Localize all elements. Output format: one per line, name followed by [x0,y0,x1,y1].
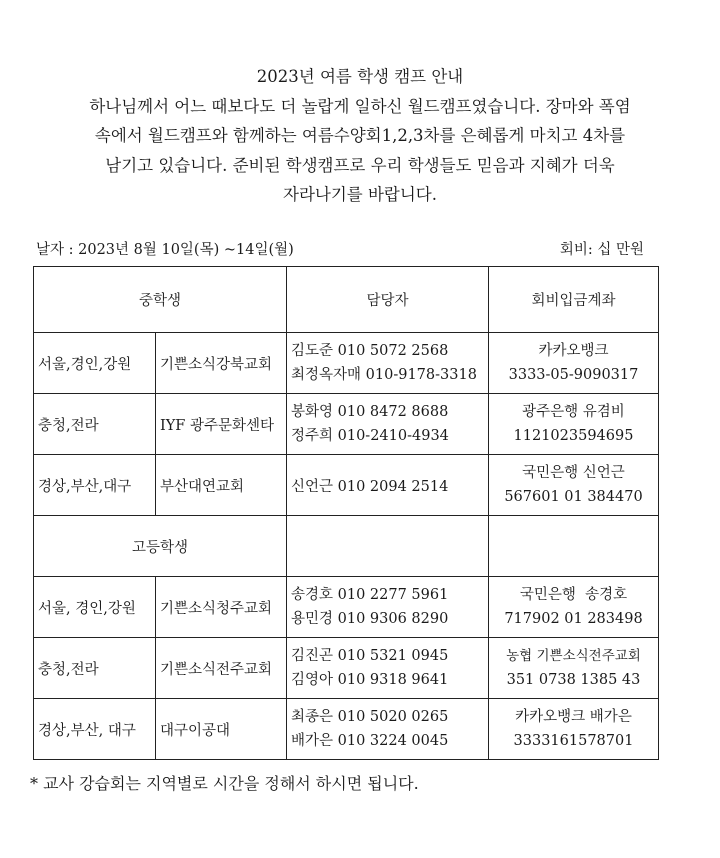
contact-cell [287,699,489,760]
account-bank: 국민은행 신언근 [522,465,625,481]
header-middle-school: 중학생 [34,267,287,333]
table-section-row [34,516,659,577]
account-number: 1121023594695 [513,428,634,444]
region-cell: 서울,경인,강원 [34,333,156,394]
church-cell: 부산대연교회 [156,455,287,516]
intro-line: 하나님께서 어느 때보다도 더 놀랍게 일하신 월드캠프였습니다. 장마와 폭염 [89,96,631,116]
region-cell: 경상,부산,대구 [34,455,156,516]
account-cell [489,394,659,455]
account-cell [489,455,659,516]
account-cell [489,638,659,699]
table-row [34,699,659,760]
header-account: 회비입금계좌 [489,267,659,333]
contact-line: 최정옥자매 010-9178-3318 [291,367,477,383]
empty-cell [287,516,489,577]
table-row [34,455,659,516]
contact-line: 신언근 010 2094 2514 [291,478,449,495]
region-cell: 경상,부산, 대구 [34,699,156,760]
table-row [34,577,659,638]
account-number: 3333161578701 [513,733,634,749]
contact-line: 용민경 010 9306 8290 [291,611,449,627]
contact-line: 최종은 010 5020 0265 [291,709,449,725]
account-number: 3333-05-9090317 [508,367,639,383]
header-contact: 담당자 [287,267,489,333]
contact-line: 봉화영 010 8472 8688 [291,404,449,420]
account-cell [489,699,659,760]
camp-table [33,266,659,760]
footnote: * 교사 강습회는 지역별로 시간을 정해서 하시면 됩니다. [30,774,419,793]
empty-cell [489,516,659,577]
account-bank: 카카오뱅크 [538,343,609,359]
table-row [34,394,659,455]
region-cell: 충청,전라 [34,638,156,699]
contact-line: 김진곤 010 5321 0945 [291,648,449,664]
account-bank: 카카오뱅크 배가은 [515,709,632,725]
account-bank: 농협 기쁜소식전주교회 [506,648,641,664]
account-number: 567601 01 384470 [504,489,643,505]
account-cell [489,577,659,638]
page-title: 2023년 여름 학생 캠프 안내 [256,67,464,86]
contact-cell [287,577,489,638]
church-cell: IYF 광주문화센타 [156,394,287,455]
account-number: 717902 01 283498 [504,611,643,627]
fee-text: 회비: 십 만원 [559,242,644,258]
contact-cell [287,455,489,516]
contact-line: 김도준 010 5072 2568 [291,343,449,359]
church-cell: 대구이공대 [156,699,287,760]
intro-line: 남기고 있습니다. 준비된 학생캠프로 우리 학생들도 믿음과 지혜가 더욱 [105,155,615,175]
account-bank: 국민은행 송경호 [519,587,628,603]
contact-cell [287,394,489,455]
intro-line: 속에서 월드캠프와 함께하는 여름수양회1,2,3차를 은혜롭게 마치고 4차를 [94,126,626,145]
account-cell [489,333,659,394]
contact-cell [287,333,489,394]
contact-line: 정주희 010-2410-4934 [291,428,449,444]
table-row [34,333,659,394]
contact-line: 송경호 010 2277 5961 [291,587,449,603]
header-high-school: 고등학생 [34,516,287,577]
table-header-row [34,267,659,333]
contact-line: 배가은 010 3224 0045 [291,733,449,749]
date-text: 날자 : 2023년 8월 10일(목) ~14일(월) [36,242,294,258]
contact-line: 김영아 010 9318 9641 [291,672,449,688]
contact-cell [287,638,489,699]
account-bank: 광주은행 유겸비 [522,404,625,420]
intro-line: 자라나기를 바랍니다. [283,185,437,204]
region-cell: 서울, 경인,강원 [34,577,156,638]
church-cell: 기쁜소식강북교회 [156,333,287,394]
region-cell: 충청,전라 [34,394,156,455]
intro-block [20,62,700,210]
account-number: 351 0738 1385 43 [506,672,641,688]
church-cell: 기쁜소식전주교회 [156,638,287,699]
table-row [34,638,659,699]
church-cell: 기쁜소식청주교회 [156,577,287,638]
